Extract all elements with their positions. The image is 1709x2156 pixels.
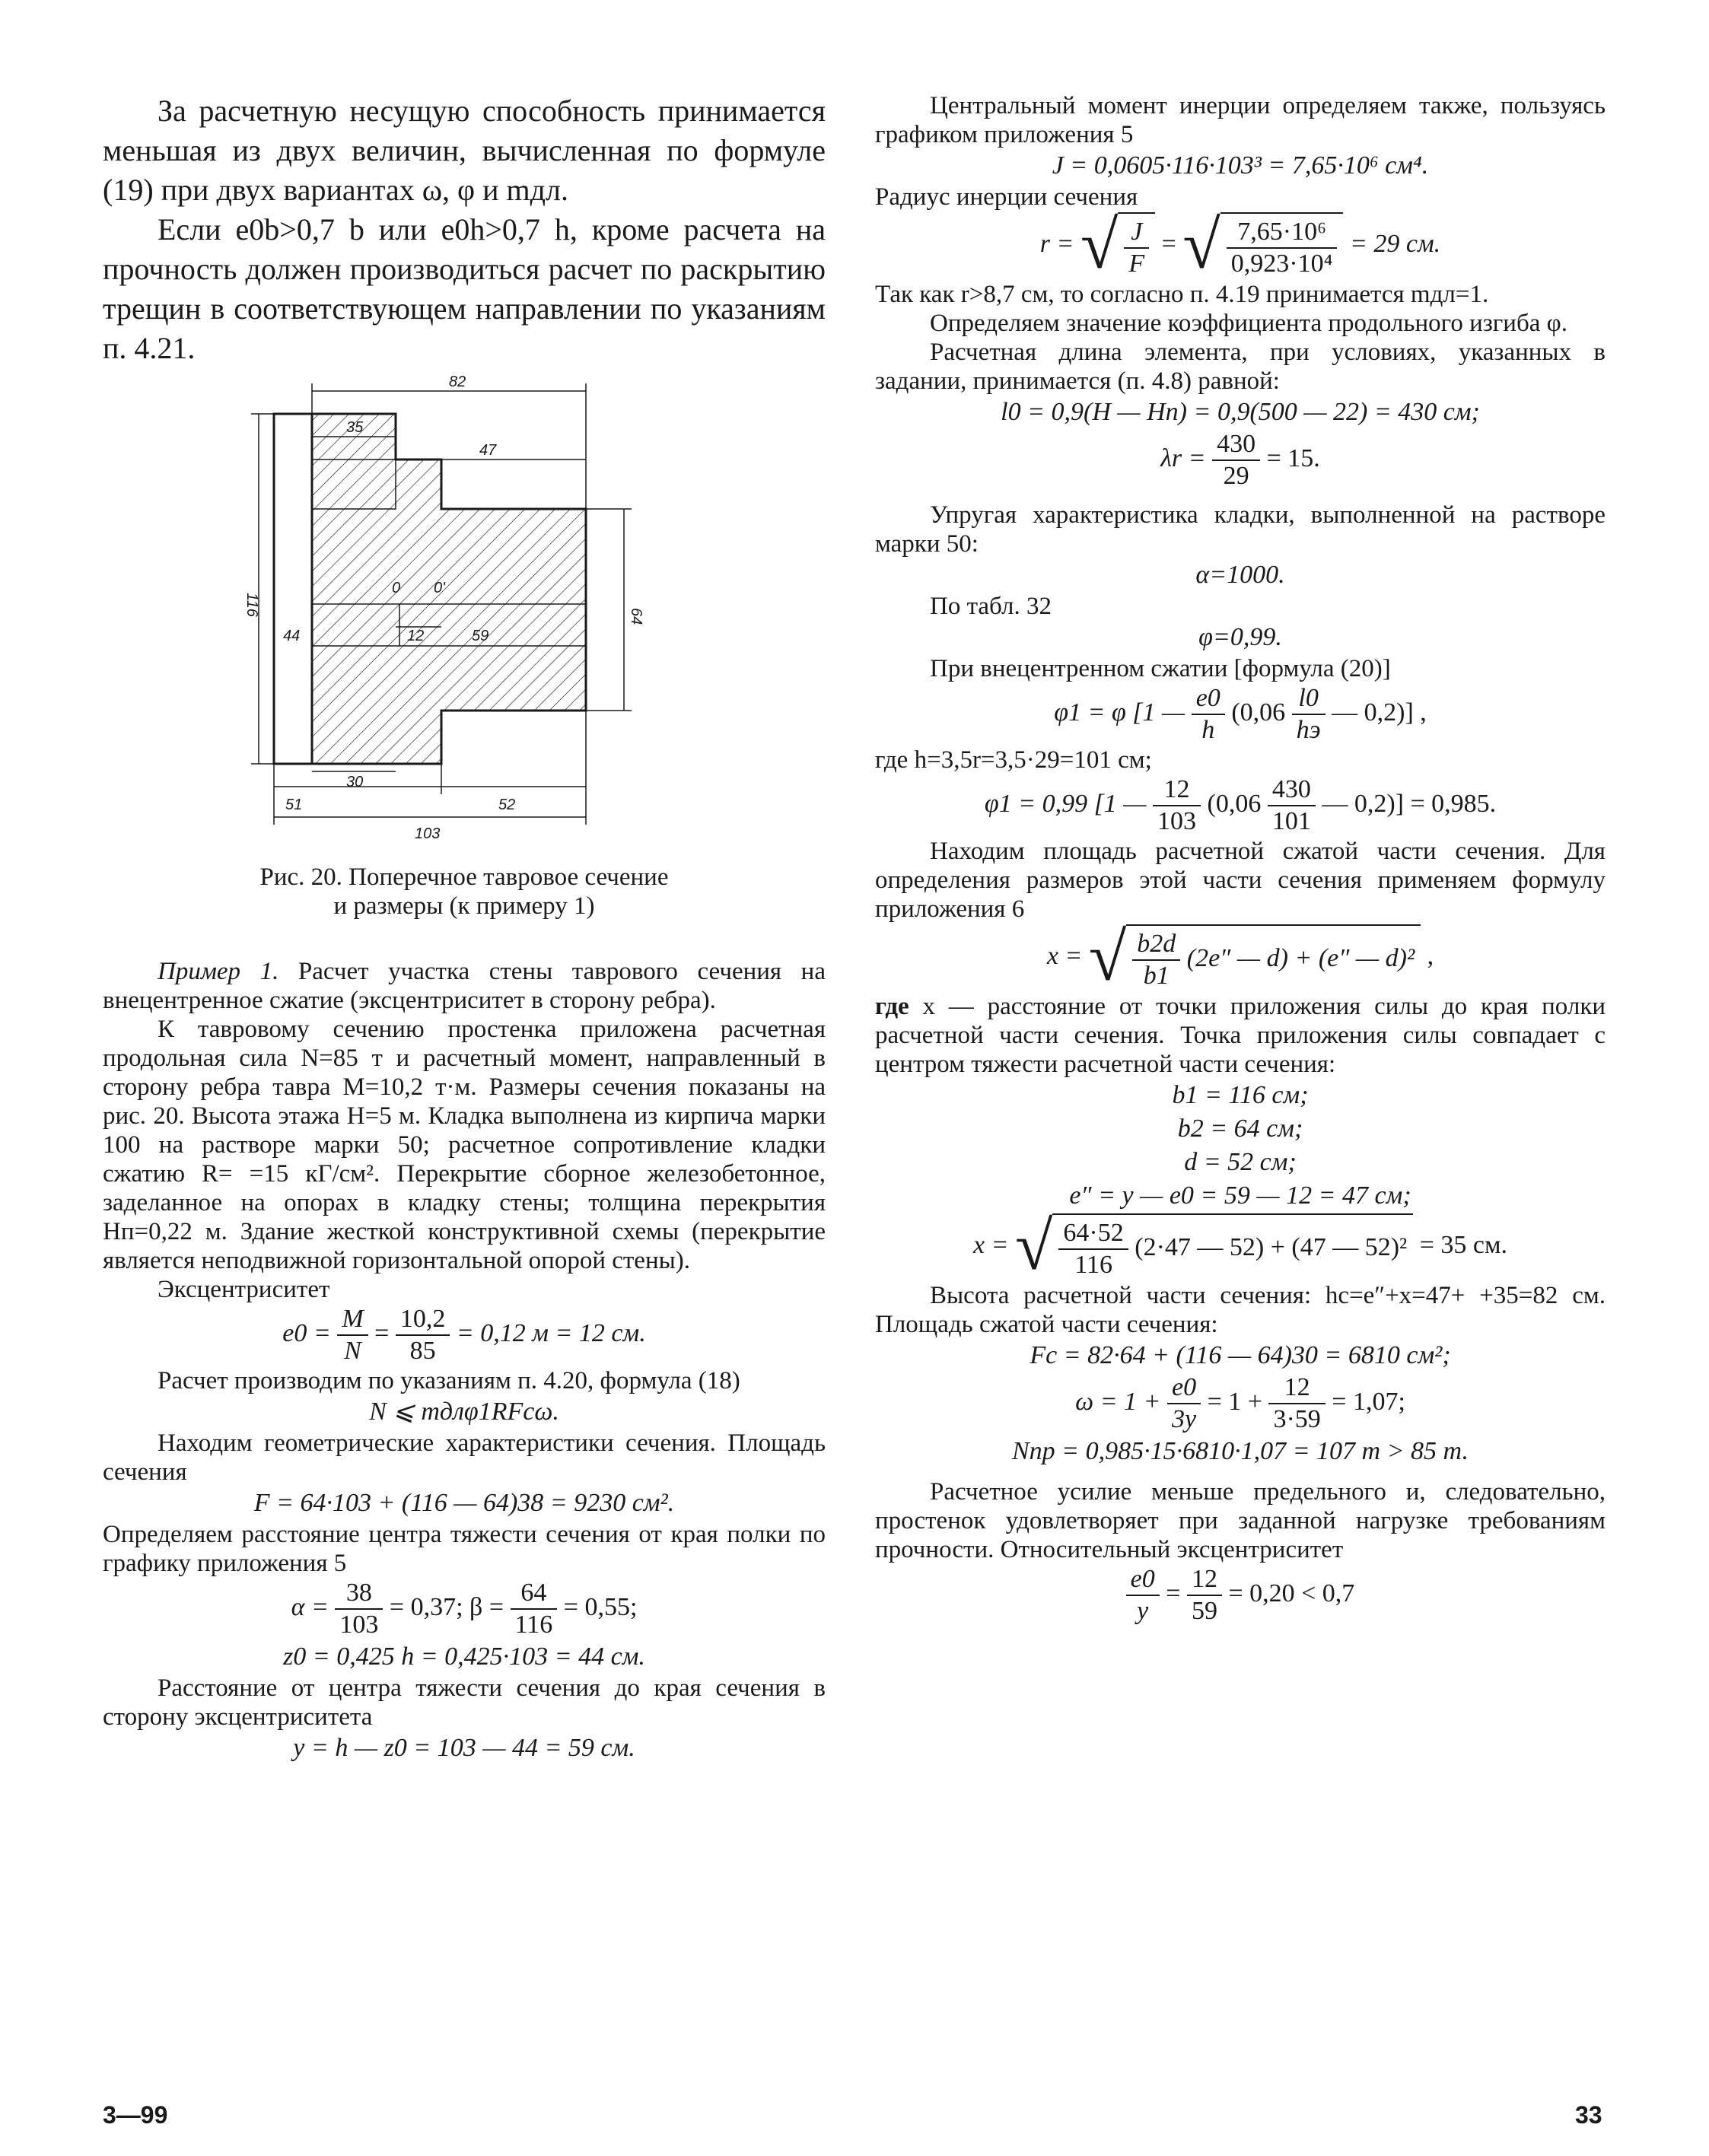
section-figure	[243, 374, 677, 863]
omega-rhs: = 1,07;	[1332, 1387, 1405, 1416]
xv-rhs: = 35 см.	[1419, 1230, 1508, 1259]
frac-den: 59	[1191, 1597, 1217, 1625]
dim-label-82: 82	[449, 374, 466, 390]
fraction-e0-y	[1126, 1564, 1160, 1627]
right-column	[875, 91, 1606, 1627]
fraction-10-85	[396, 1304, 450, 1366]
dim-label-103: 103	[415, 825, 441, 842]
radius-label: Радиус инерции сечения	[875, 183, 1138, 211]
centroid-paragraph: Определяем расстояние центра тяжести сечения от края полки по графику приложения 5	[103, 1521, 826, 1577]
formula-e0	[103, 1304, 826, 1366]
formula-condition: N ⩽ mдлφ1RFcω.	[369, 1398, 559, 1426]
frac-den: 116	[514, 1611, 553, 1639]
formula-e2: e″ = y — e0 = 59 — 12 = 47 см;	[1069, 1181, 1411, 1210]
frac-den: 29	[1223, 462, 1249, 490]
formula-lambda	[875, 429, 1606, 491]
phi1-part-c: — 0,2)] ,	[1332, 698, 1427, 727]
formula-e0-rhs: = 0,12 м = 12 см.	[456, 1318, 646, 1347]
frac-den: b1	[1143, 962, 1170, 990]
frac-num: e0	[1126, 1564, 1160, 1596]
elastic-paragraph: Упругая характеристика кладки, выполненной на растворе марки 50:	[875, 501, 1606, 558]
formula-phi1	[875, 683, 1606, 746]
omega-mid: = 1 +	[1207, 1387, 1262, 1416]
sqrt-sign-icon: √	[1088, 920, 1127, 995]
frac-num: J	[1124, 217, 1149, 249]
ecc-comp-paragraph: При внецентренном сжатии [формула (20)]	[930, 655, 1391, 682]
where-h: где h=3,5r=3,5·29=101 см;	[875, 746, 1152, 774]
frac-num: 7,65·10⁶	[1227, 217, 1338, 249]
point-o-prime: 0'	[434, 580, 445, 596]
fraction-6452-116	[1058, 1218, 1128, 1280]
frac-den: hэ	[1296, 716, 1321, 744]
frac-num: 430	[1212, 429, 1260, 461]
fraction-12-59	[1187, 1564, 1222, 1627]
fraction-64-116	[511, 1578, 558, 1640]
frac-den: F	[1128, 250, 1145, 278]
formula-phi: φ=0,99.	[1198, 623, 1282, 651]
frac-num: 12	[1153, 774, 1201, 806]
frac-den: 3·59	[1273, 1405, 1321, 1433]
buckling-paragraph: Определяем значение коэффициента продольного изгиба φ.	[930, 310, 1567, 337]
example-title: Пример 1.	[158, 958, 279, 985]
sqrt-sign-icon: √	[1015, 1209, 1053, 1284]
dim-label-116: 116	[243, 593, 260, 617]
alpha-rhs: = 0,37; β =	[389, 1592, 504, 1621]
calc-ref: Расчет производим по указаниям п. 4.20, формула (18)	[158, 1367, 740, 1394]
fraction-e0-3y	[1167, 1372, 1201, 1435]
x-end: ,	[1427, 941, 1434, 970]
frac-num: e0	[1167, 1372, 1201, 1404]
sqrt-values	[1182, 208, 1343, 283]
frac-num: 12	[1187, 1564, 1222, 1596]
where-x-text: x — расстояние от точки приложения силы до края полки расчетной части сечения. Точка приложения силы совпадает с центром тяжести расчетной части сечения:	[875, 993, 1606, 1078]
dim-label-12: 12	[407, 628, 425, 644]
where-x	[875, 992, 1606, 1079]
fraction-e0-h	[1192, 683, 1225, 746]
dim-label-64: 64	[628, 608, 644, 625]
figure-caption: Рис. 20. Поперечное тавровое сечение и размеры (к примеру 1)	[259, 863, 669, 920]
formula-alpha-1000: α=1000.	[1195, 561, 1285, 589]
formula-y: y = h — z0 = 103 — 44 = 59 см.	[293, 1734, 635, 1762]
fraction-m-n	[337, 1304, 368, 1366]
dim-label-35: 35	[346, 419, 364, 436]
phi1v-part-c: — 0,2)] = 0,985.	[1322, 789, 1497, 818]
formula-Fc: Fc = 82·64 + (116 — 64)30 = 6810 см²;	[1030, 1341, 1451, 1369]
conclusion-paragraph: Расчетное усилие меньше предельного и, следовательно, простенок удовлетворяет при заданной нагрузке требованиям прочности. Относительный эксцентриситет	[875, 1478, 1606, 1563]
formula-phi1-value	[875, 774, 1606, 837]
example-text: Расчет участка стены таврового сечения на внецентренное сжатие (эксцентриситет в сторону ребра).	[103, 958, 826, 1014]
fraction-38-103	[335, 1578, 383, 1640]
frac-num: 64	[511, 1578, 558, 1610]
formula-x-value	[875, 1209, 1606, 1284]
formula-l0: l0 = 0,9(H — Hп) = 0,9(500 — 22) = 430 см;	[1001, 398, 1480, 426]
task-paragraph: К тавровому сечению простенка приложена расчетная продольная сила N=85 т и расчетный момент, направленный в сторону ребра тавра M=10,2 т·м. Размеры сечения показаны на рис. 20. Высота этажа H=5 м. Кладка выполнена из кирпича марки 100 на растворе марки 50; расчетное сопротивление кладки сжатию R= =15 кГ/см². Перекрытие сборное железобетонное, заделанное на опорах в кладку стены; толщина перекрытия Hп=0,22 м. Здание жесткой конструктивной схемы (перекрытие является неподвижной горизонтальной опорой стены).	[103, 1016, 826, 1274]
formula-b2: b2 = 64 см;	[1177, 1115, 1303, 1143]
left-column	[103, 91, 826, 1765]
formula-J: J = 0,0605·116·103³ = 7,65·10⁶ см⁴.	[1052, 151, 1429, 180]
frac-num: 12	[1268, 1372, 1325, 1404]
fraction-j-f	[1124, 217, 1149, 279]
phi1v-part-a: φ1 = 0,99 [1 —	[984, 789, 1147, 818]
fraction-430-101	[1268, 774, 1316, 837]
fraction-values	[1227, 217, 1338, 279]
alpha-lhs: α =	[291, 1592, 329, 1621]
frac-den: h	[1201, 716, 1215, 744]
fraction-12-3-59	[1268, 1372, 1325, 1435]
ecc-label: Эксцентриситет	[158, 1276, 330, 1303]
phi1-part-a: φ1 = φ [1 —	[1054, 698, 1185, 727]
fraction-l0-he	[1292, 683, 1326, 746]
formula-omega	[875, 1372, 1606, 1435]
rel-rhs: = 0,20 < 0,7	[1228, 1579, 1355, 1607]
rel-eq: =	[1166, 1579, 1181, 1607]
frac-num: e0	[1192, 683, 1225, 715]
formula-r	[875, 208, 1606, 283]
table-ref: По табл. 32	[930, 593, 1052, 620]
dist-paragraph: Расстояние от центра тяжести сечения до края сечения в сторону эксцентриситета	[103, 1674, 826, 1731]
frac-num: 38	[335, 1578, 383, 1610]
frac-den: 103	[339, 1611, 379, 1639]
formula-area: F = 64·103 + (116 — 64)38 = 9230 см².	[253, 1489, 675, 1517]
formula-d: d = 52 см;	[1184, 1148, 1297, 1176]
sqrt-x	[1088, 920, 1421, 995]
fraction-430-29	[1212, 429, 1260, 491]
formula-relative-ecc	[875, 1564, 1606, 1627]
formula-x	[875, 920, 1606, 995]
frac-den: y	[1137, 1597, 1149, 1625]
dim-label-59: 59	[472, 628, 489, 644]
fraction-12-103	[1153, 774, 1201, 837]
formula-e0-eq: =	[374, 1318, 390, 1347]
frac-num: 10,2	[396, 1304, 450, 1336]
geom-paragraph: Находим геометрические характеристики сечения. Площадь сечения	[103, 1429, 826, 1486]
inertia-paragraph: Центральный момент инерции определяем также, пользуясь графиком приложения 5	[875, 92, 1606, 148]
intro-paragraph: За расчетную несущую способность принимается меньшая из двух величин, вычисленная по формуле (19) при двух вариантах ω, φ и mдл.	[103, 94, 826, 207]
sqrt-xv	[1015, 1209, 1413, 1284]
frac-den: 101	[1271, 807, 1311, 835]
frac-den: 116	[1074, 1251, 1112, 1279]
sqrt-sign-icon: √	[1080, 208, 1119, 283]
where-word: где	[875, 993, 909, 1020]
point-o: 0	[392, 580, 401, 596]
frac-num: l0	[1292, 683, 1326, 715]
height-paragraph: Высота расчетной части сечения: hc=e″+x=47+ +35=82 см. Площадь сжатой части сечения:	[875, 1282, 1606, 1338]
since-paragraph: Так как r>8,7 см, то согласно п. 4.19 принимается mдл=1.	[875, 281, 1489, 308]
t-section-shape	[274, 414, 586, 764]
frac-num: 64·52	[1058, 1218, 1128, 1250]
example-heading	[103, 957, 826, 1015]
beta-rhs: = 0,55;	[563, 1592, 638, 1621]
footer-signature: 3—99	[103, 2101, 168, 2129]
sqrt-j-f	[1080, 208, 1155, 283]
area-comp-paragraph: Находим площадь расчетной сжатой части сечения. Для определения размеров этой части сечения применяем формулу приложения 6	[875, 838, 1606, 923]
phi1-part-b: (0,06	[1231, 698, 1286, 727]
formula-e0-lhs: e0 =	[282, 1318, 331, 1347]
frac-den: 0,923·10⁴	[1230, 250, 1333, 278]
phi1v-part-b: (0,06	[1207, 789, 1262, 818]
formula-alpha-beta	[103, 1578, 826, 1640]
frac-den: 3y	[1172, 1405, 1197, 1433]
xv-lhs: x =	[972, 1230, 1009, 1259]
dim-label-47: 47	[479, 442, 497, 459]
formula-N: Nпр = 0,985·15·6810·1,07 = 107 т > 85 т.	[1011, 1437, 1469, 1465]
r-eq: =	[1161, 229, 1176, 258]
frac-num: 430	[1268, 774, 1316, 806]
r-lhs: r =	[1039, 229, 1074, 258]
length-paragraph: Расчетная длина элемента, при условиях, указанных в задании, принимается (п. 4.8) равной:	[875, 339, 1606, 395]
lambda-lhs: λr =	[1160, 444, 1206, 472]
xv-body: (2·47 — 52) + (47 — 52)²	[1135, 1232, 1408, 1261]
dim-label-51: 51	[285, 797, 303, 813]
lambda-rhs: = 15.	[1266, 444, 1320, 472]
frac-num: M	[337, 1304, 368, 1336]
frac-den: N	[344, 1337, 361, 1365]
dim-label-52: 52	[498, 797, 516, 813]
sqrt-sign-icon: √	[1182, 208, 1220, 283]
frac-den: 103	[1157, 807, 1197, 835]
crack-paragraph: Если e0b>0,7 b или e0h>0,7 h, кроме расчета на прочность должен производиться расчет по раскрытию трещин в соответствующем направлении по указаниям п. 4.21.	[103, 212, 826, 365]
fraction-b2d-b1	[1132, 929, 1180, 991]
frac-den: 85	[409, 1337, 436, 1365]
page-number: 33	[1575, 2101, 1602, 2129]
frac-num: b2d	[1132, 929, 1180, 961]
dim-label-44: 44	[283, 628, 301, 644]
omega-lhs: ω = 1 +	[1075, 1387, 1161, 1416]
x-body: (2e″ — d) + (e″ — d)²	[1186, 943, 1415, 972]
formula-z0: z0 = 0,425 h = 0,425·103 = 44 см.	[283, 1642, 645, 1671]
r-rhs: = 29 см.	[1349, 229, 1441, 258]
x-lhs: x =	[1046, 941, 1083, 970]
dim-label-30: 30	[346, 774, 364, 790]
formula-b1: b1 = 116 см;	[1172, 1081, 1309, 1109]
